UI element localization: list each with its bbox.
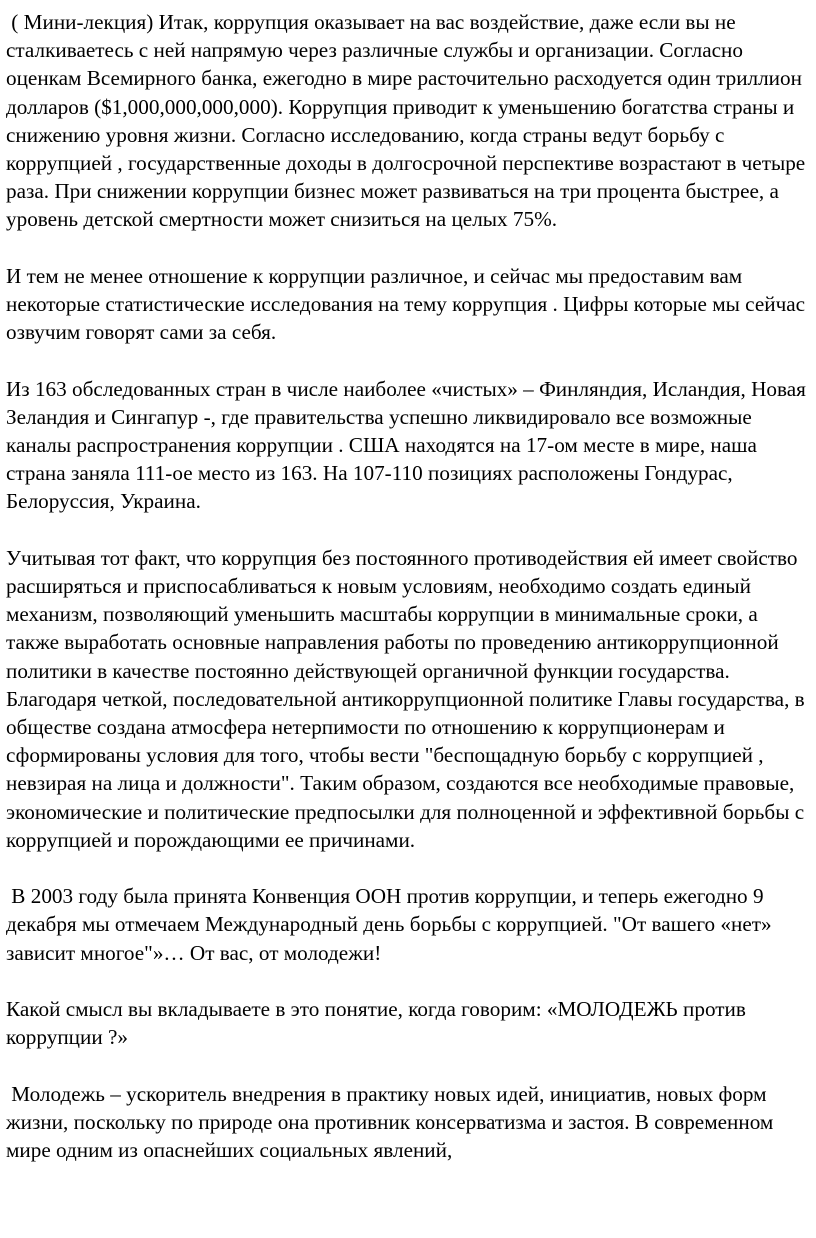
document-body — [6, 8, 814, 1164]
paragraph-mechanism: Учитывая тот факт, что коррупция без постоянного противодействия ей имеет свойство расширяться и приспосабливаться к новым условиям, необходимо создать единый механизм, позволяющий уменьшить масштабы коррупции в минимальные сроки, а также выработать основные направления работы по проведению антикоррупционной политики в качестве постоянно действующей органичной функции государства. Благодаря четкой, последовательной антикоррупционной политике Главы государства, в обществе создана атмосфера нетерпимости по отношению к коррупционерам и сформированы условия для того, чтобы вести "беспощадную борьбу с коррупцией , невзирая на лица и должности". Таким образом, создаются все необходимые правовые, экономические и политические предпосылки для полноценной и эффективной борьбы с коррупцией и порождающими ее причинами. — [6, 545, 810, 852]
paragraph-question: Какой смысл вы вкладываете в это понятие, когда говорим: «МОЛОДЕЖЬ против коррупции ?» — [6, 997, 752, 1050]
paragraph-attitude: И тем не менее отношение к коррупции различное, и сейчас мы предоставим вам некоторые статистические исследования на тему коррупция . Цифры которые мы сейчас озвучим говорят сами за себя. — [6, 263, 811, 345]
paragraph-convention: В 2003 году была принята Конвенция ООН против коррупции, и теперь ежегодно 9 декабря мы отмечаем Международный день борьбы с коррупцией. "От вашего «нет» зависит многое"»… От вас, от молодежи! — [6, 884, 777, 965]
paragraph-intro: ( Мини-лекция) Итак, коррупция оказывает на вас воздействие, даже если вы не сталкиваетесь с ней напрямую через различные службы и организации. Согласно оценкам Всемирного банка, ежегодно в мире расточительно расходуется один триллион долларов ($1,000,000,000,000). Коррупция приводит к уменьшению богатства страны и снижению уровня жизни. Согласно исследованию, когда страны ведут борьбу с коррупцией , государственные доходы в долгосрочной перспективе возрастают в четыре раза. При снижении коррупции бизнес может развиваться на три процента быстрее, а уровень детской смертности может снизиться на целых 75%. — [6, 10, 811, 232]
paragraph-youth: Молодежь – ускоритель внедрения в практику новых идей, инициатив, новых форм жизни, поскольку по природе она противник консерватизма и застоя. В современном мире одним из опаснейших социальных явлений, — [6, 1081, 779, 1163]
paragraph-statistics: Из 163 обследованных стран в числе наиболее «чистых» – Финляндия, Исландия, Новая Зеландия и Сингапур -, где правительства успешно ликвидировало все возможные каналы распространения коррупции . США находятся на 17-ом месте в мире, наша страна заняла 111-ое место из 163. На 107-110 позициях расположены Гондурас, Белоруссия, Украина. — [6, 376, 812, 514]
